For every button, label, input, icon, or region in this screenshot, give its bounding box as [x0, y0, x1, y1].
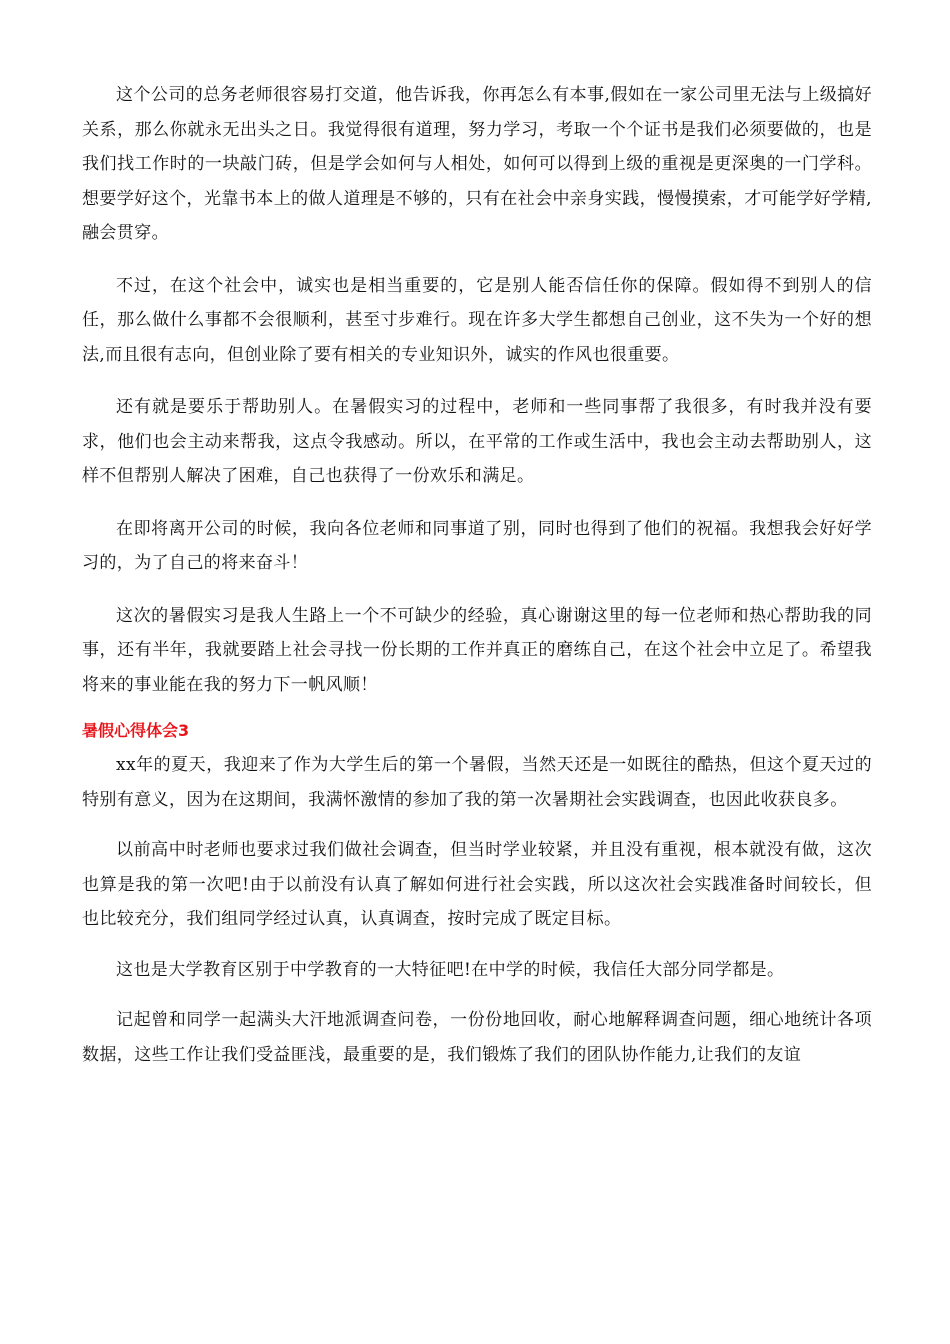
paragraph-8: 这也是大学教育区别于中学教育的一大特征吧!在中学的时候，我信任大部分同学都是。: [116, 959, 785, 980]
paragraph-2: 不过，在这个社会中，诚实也是相当重要的，它是别人能否信任你的保障。假如得不到别人的信任，那么做什么事都不会很顺利，甚至寸步难行。现在许多大学生都想自己创业，这不失为一个好的想法,而且很有志向，但创业除了要有相关的专业知识外，诚实的作风也很重要。: [82, 275, 872, 365]
paragraph-6: xx年的夏天，我迎来了作为大学生后的第一个暑假，当然天还是一如既往的酷热，但这个夏天过的特别有意义，因为在这期间，我满怀激情的参加了我的第一次暑期社会实践调查，也因此收获良多。: [82, 755, 872, 810]
section-heading: 暑假心得体会3: [82, 721, 190, 740]
paragraph-4: 在即将离开公司的时候，我向各位老师和同事道了别，同时也得到了他们的祝福。我想我会好好学习的，为了自己的将来奋斗！: [82, 518, 872, 573]
paragraph-1: 这个公司的总务老师很容易打交道，他告诉我，你再怎么有本事,假如在一家公司里无法与上级搞好关系，那么你就永无出头之日。我觉得很有道理，努力学习，考取一个个证书是我们必须要做的，也是我们找工作时的一块敲门砖，但是学会如何与人相处，如何可以得到上级的重视是更深奥的一门学科。想要学好这个，光靠书本上的做人道理是不够的，只有在社会中亲身实践，慢慢摸索，才可能学好学精,融会贯穿。: [82, 85, 872, 243]
paragraph-7: 以前高中时老师也要求过我们做社会调查，但当时学业较紧，并且没有重视，根本就没有做，这次也算是我的第一次吧!由于以前没有认真了解如何进行社会实践，所以这次社会实践准备时间较长，但也比较充分，我们组同学经过认真，认真调查，按时完成了既定目标。: [82, 840, 872, 929]
paragraph-9: 记起曾和同学一起满头大汗地派调查问卷，一份份地回收，耐心地解释调查问题，细心地统计各项数据，这些工作让我们受益匪浅，最重要的是，我们锻炼了我们的团队协作能力,让我们的友谊: [82, 1010, 872, 1065]
paragraph-3: 还有就是要乐于帮助别人。在暑假实习的过程中，老师和一些同事帮了我很多，有时我并没有要求，他们也会主动来帮我，这点令我感动。所以，在平常的工作或生活中，我也会主动去帮助别人，这样不但帮别人解决了困难，自己也获得了一份欢乐和满足。: [82, 397, 872, 486]
paragraph-5: 这次的暑假实习是我人生路上一个不可缺少的经验，真心谢谢这里的每一位老师和热心帮助我的同事，还有半年，我就要踏上社会寻找一份长期的工作并真正的磨练自己，在这个社会中立足了。希望我将来的事业能在我的努力下一帆风顺！: [82, 605, 872, 695]
document-page: [82, 78, 872, 1072]
